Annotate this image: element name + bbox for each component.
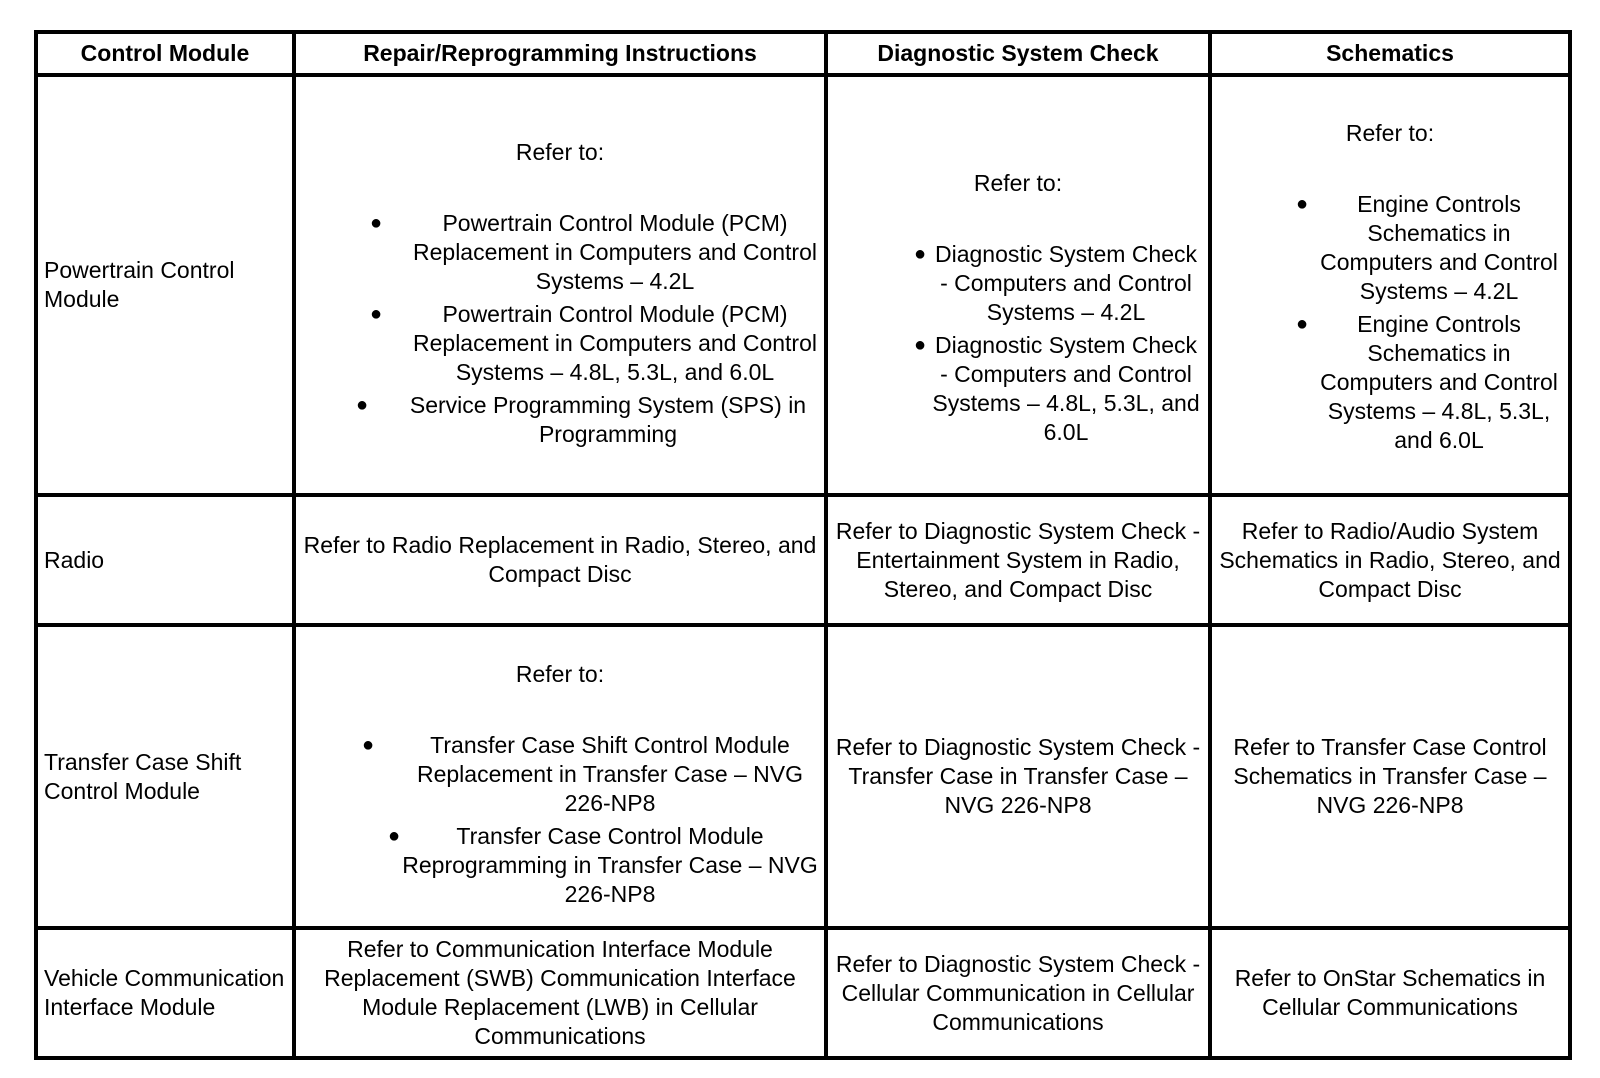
table-row: [36, 928, 1570, 1058]
repair-cell: Refer to Radio Replacement in Radio, Stereo, and Compact Disc: [294, 495, 826, 625]
header-schematics: Schematics: [1210, 32, 1570, 75]
list-item: ● Diagnostic System Check - Computers and Control Systems – 4.8L, 5.3L, and 6.0L: [914, 332, 1200, 445]
repair-list: [302, 731, 818, 909]
list-item: ● Transfer Case Control Module Reprogramming in Transfer Case – NVG 226-NP8: [388, 823, 818, 907]
refer-label: Refer to:: [515, 138, 605, 165]
table-row: [36, 495, 1570, 625]
list-item-text: Service Programming System (SPS) in Programming: [409, 391, 807, 447]
refer-label: Refer to:: [515, 661, 605, 687]
repair-cell: [294, 75, 826, 495]
diagnostic-cell: Refer to Diagnostic System Check - Entertainment System in Radio, Stereo, and Compact Disc: [826, 495, 1210, 625]
list-item: ● Powertrain Control Module (PCM) Replacement in Computers and Control Systems – 4.2L: [370, 209, 817, 294]
list-item-text: Powertrain Control Module (PCM) Replacement in Computers and Control Systems – 4.8L, 5.3L, and 6.0L: [413, 300, 817, 385]
header-repair-instructions: Repair/Reprogramming Instructions: [294, 32, 826, 75]
list-item-text: Engine Controls Schematics in Computers and Control Systems – 4.8L, 5.3L, and 6.0L: [1320, 311, 1558, 453]
table-row: [36, 625, 1570, 928]
repair-list: [302, 209, 818, 449]
list-item-text: Diagnostic System Check - Computers and Control Systems – 4.2L: [934, 241, 1198, 325]
schematics-list: [1218, 190, 1562, 455]
schematics-cell: Refer to Transfer Case Control Schematics in Transfer Case – NVG 226-NP8: [1210, 625, 1570, 928]
module-name: Radio: [36, 495, 294, 625]
list-item-text: Engine Controls Schematics in Computers and Control Systems – 4.2L: [1320, 191, 1558, 304]
table-row: [36, 75, 1570, 495]
module-name: Vehicle Communication Interface Module: [36, 928, 294, 1058]
refer-label: Refer to:: [973, 170, 1063, 196]
list-item-text: Powertrain Control Module (PCM) Replacement in Computers and Control Systems – 4.2L: [413, 209, 817, 294]
header-diagnostic-check: Diagnostic System Check: [826, 32, 1210, 75]
header-row: [36, 32, 1570, 75]
list-item-text: Transfer Case Shift Control Module Replacement in Transfer Case – NVG 226-NP8: [416, 732, 804, 816]
list-item-text: Transfer Case Control Module Reprogramming in Transfer Case – NVG 226-NP8: [402, 823, 818, 907]
module-name: Transfer Case Shift Control Module: [36, 625, 294, 928]
list-item: ● Powertrain Control Module (PCM) Replacement in Computers and Control Systems – 4.8L, 5.3L, and 6.0L: [370, 300, 817, 385]
list-item: ● Engine Controls Schematics in Computers and Control Systems – 4.2L: [1296, 191, 1558, 304]
diagnostic-cell: Refer to Diagnostic System Check - Transfer Case in Transfer Case – NVG 226-NP8: [826, 625, 1210, 928]
repair-cell: [294, 625, 826, 928]
diagnostic-cell: [826, 75, 1210, 495]
refer-label: Refer to:: [1345, 120, 1435, 146]
schematics-cell: Refer to OnStar Schematics in Cellular Communications: [1210, 928, 1570, 1058]
diagnostic-cell: Refer to Diagnostic System Check - Cellular Communication in Cellular Communications: [826, 928, 1210, 1058]
schematics-cell: [1210, 75, 1570, 495]
list-item: ● Service Programming System (SPS) in Programming: [356, 391, 807, 447]
repair-cell: Refer to Communication Interface Module Replacement (SWB) Communication Interface Module Replacement (LWB) in Cellular Communications: [294, 928, 826, 1058]
list-item: ● Engine Controls Schematics in Computers and Control Systems – 4.8L, 5.3L, and 6.0L: [1296, 311, 1558, 453]
module-name: Powertrain Control Module: [36, 75, 294, 495]
module-reference-table: [34, 30, 1572, 1060]
schematics-cell: Refer to Radio/Audio System Schematics in Radio, Stereo, and Compact Disc: [1210, 495, 1570, 625]
diagnostic-list: [834, 240, 1202, 447]
list-item: ● Diagnostic System Check - Computers and Control Systems – 4.2L: [914, 241, 1198, 325]
list-item: ● Transfer Case Shift Control Module Replacement in Transfer Case – NVG 226-NP8: [362, 732, 804, 816]
list-item-text: Diagnostic System Check - Computers and Control Systems – 4.8L, 5.3L, and 6.0L: [932, 332, 1200, 445]
header-control-module: Control Module: [36, 32, 294, 75]
